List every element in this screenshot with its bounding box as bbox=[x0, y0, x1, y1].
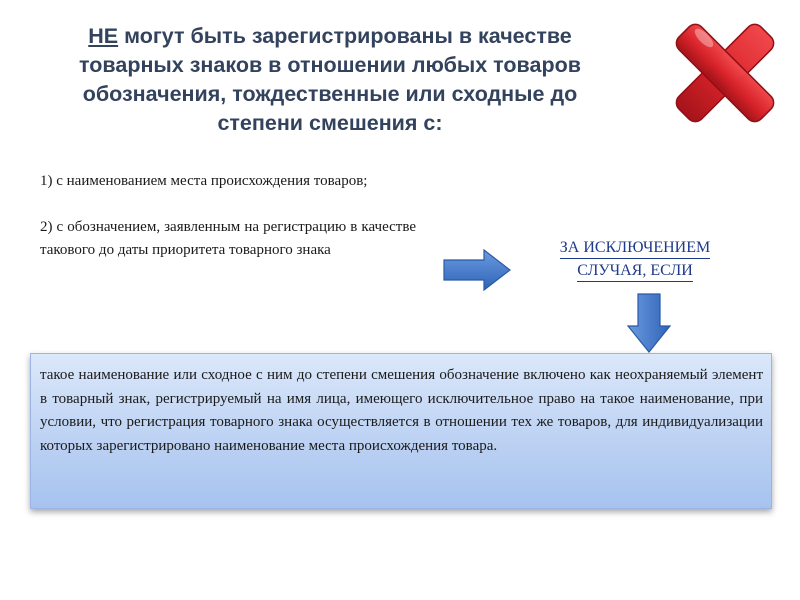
condition-box bbox=[30, 353, 772, 509]
slide-title bbox=[40, 22, 620, 138]
ground-list bbox=[40, 170, 416, 285]
exception-line-2: СЛУЧАЯ, ЕСЛИ bbox=[577, 260, 693, 282]
red-x-icon bbox=[660, 8, 790, 138]
list-item: 1) с наименованием места происхождения товаров; bbox=[40, 173, 368, 189]
condition-text: такое наименование или сходное с ним до степени смешения обозначение включено как неохраняемый элемент в товарный знак, регистрируемый на имя лица, имеющего исключительное право на такое наименование, при условии, что регистрация товарного знака осуществляется в отношении тех же товаров, для индивидуализации которых зарегистрировано наименование места происхождения товара. bbox=[40, 367, 763, 454]
arrow-right-icon bbox=[442, 248, 512, 292]
exception-line-1: ЗА ИСКЛЮЧЕНИЕМ bbox=[560, 237, 710, 259]
title-negation: НЕ bbox=[88, 24, 119, 48]
title-text: могут быть зарегистрированы в качестве товарных знаков в отношении любых товаров обозначения, тождественные или сходные до степени смешения с: bbox=[79, 24, 581, 135]
arrow-down-icon bbox=[626, 292, 672, 354]
exception-heading bbox=[520, 236, 750, 282]
list-item: 2) с обозначением, заявленным на регистрацию в качестве такового до даты приоритета товарного знака bbox=[40, 219, 416, 258]
